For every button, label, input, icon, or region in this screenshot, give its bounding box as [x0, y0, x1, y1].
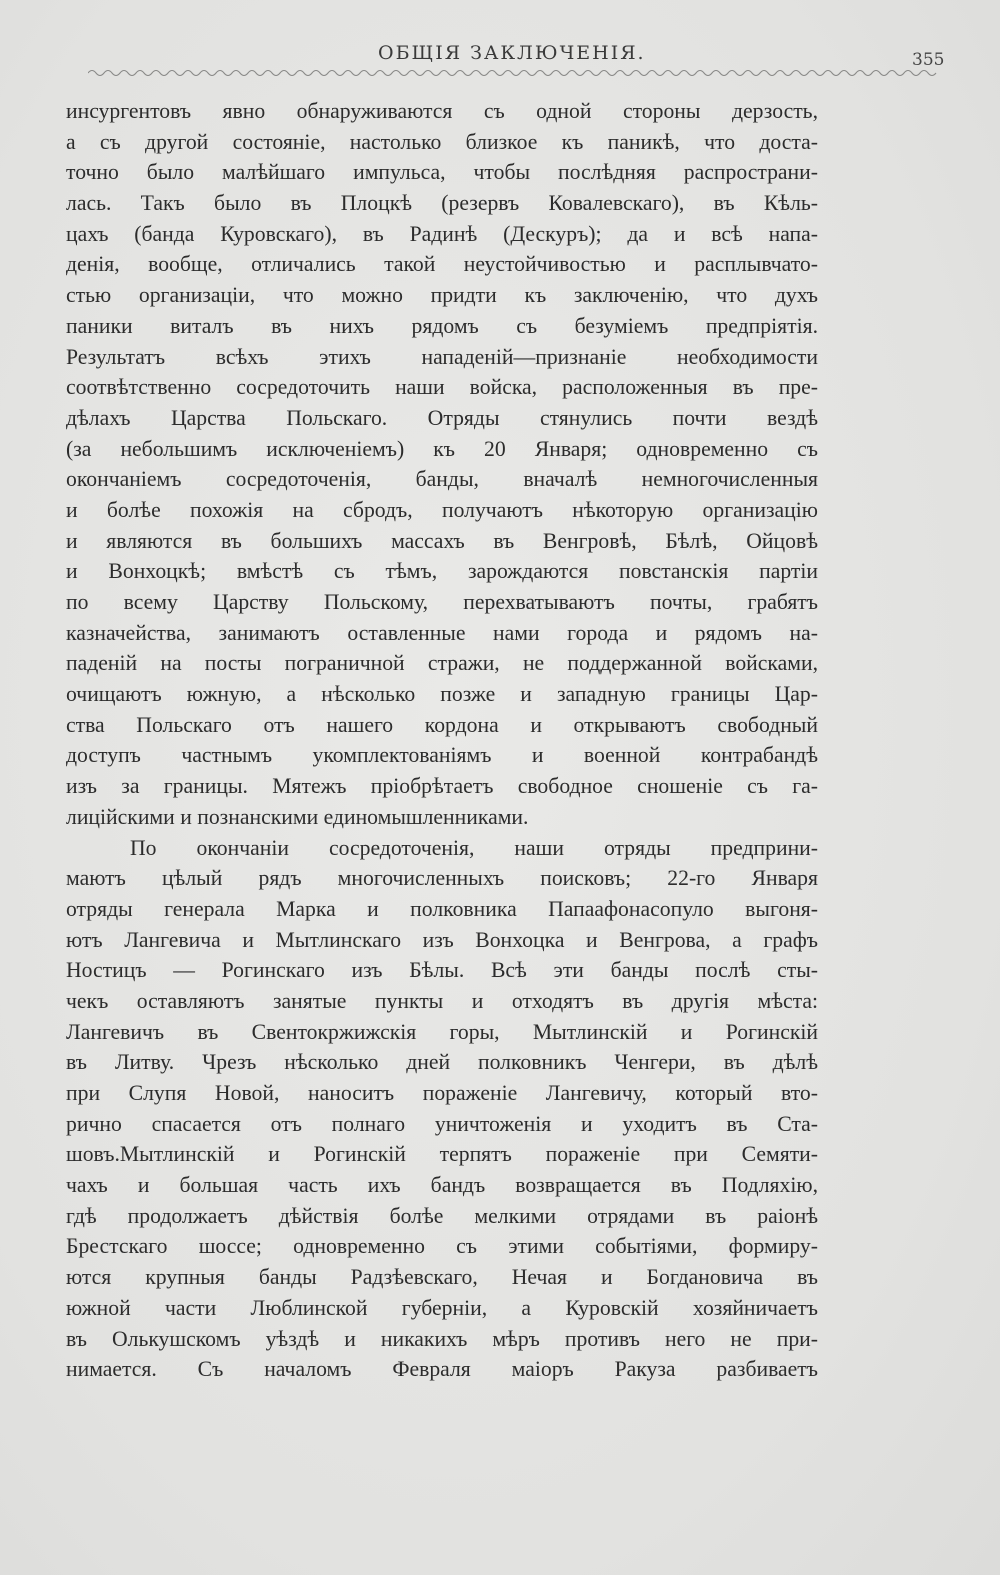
text-line: гдѣ продолжаетъ дѣйствія болѣе мелкими отрядами въ раіонѣ	[66, 1203, 818, 1228]
text-line: въ Олькушскомъ уѣздѣ и никакихъ мѣръ противъ него не при-	[66, 1326, 818, 1351]
text-line: казначейства, занимаютъ оставленные нами города и рядомъ на-	[66, 620, 818, 645]
text-line: маютъ цѣлый рядъ многочисленныхъ поисковъ; 22-го Января	[66, 866, 818, 891]
text-line: соотвѣтственно сосредоточить наши войска, расположенныя въ пре-	[66, 375, 818, 400]
text-line: точно было малѣйшаго импульса, чтобы послѣдняя распространи-	[66, 160, 818, 185]
text-line: южной части Люблинской губерніи, а Куровскій хозяйничаетъ	[66, 1295, 818, 1320]
text-line: окончаніемъ сосредоточенія, банды, вначалѣ немногочисленныя	[66, 467, 818, 492]
text-line: лицiйскими и познанскими единомышленниками.	[66, 804, 529, 829]
running-title: ОБЩІЯ ЗАКЛЮЧЕНІЯ.	[378, 42, 646, 64]
text-line: изъ за границы. Мятежъ пріобрѣтаетъ свободное сношеніе съ га-	[66, 774, 818, 799]
text-line: Ностицъ — Рогинскаго изъ Бѣлы. Всѣ эти банды послѣ сты-	[66, 958, 818, 983]
text-line: паники виталъ въ нихъ рядомъ съ безуміемъ предпріятія.	[66, 313, 818, 338]
paragraph-2	[66, 833, 818, 1385]
text-line: (за небольшимъ исключеніемъ) къ 20 Января; одновременно съ	[66, 436, 818, 461]
text-line: Лангевичъ въ Свентокржижскія горы, Мытлинскій и Рогинскій	[66, 1019, 818, 1044]
text-line: ства Польскаго отъ нашего кордона и открываютъ свободный	[66, 712, 818, 737]
text-line: нимается. Съ началомъ Февраля маіоръ Ракуза разбиваетъ	[66, 1357, 818, 1382]
text-line: доступъ частнымъ укомплектованіямъ и военной контрабандѣ	[66, 743, 818, 768]
text-line: чахъ и большая часть ихъ бандъ возвращается въ Подляхію,	[66, 1173, 818, 1198]
text-line: инсургентовъ явно обнаруживаются съ одной стороны дерзость,	[66, 99, 818, 123]
text-line: ются крупныя банды Радзѣевскаго, Нечая и Богдановича въ	[66, 1265, 818, 1290]
text-line: шовъ.Мытлинскій и Рогинскій терпятъ пораженіе при Семяти-	[66, 1142, 818, 1167]
text-line: денія, вообще, отличались такой неустойчивостью и расплывчато-	[66, 252, 818, 277]
text-line: ютъ Лангевича и Мытлинскаго изъ Вонхоцка и Венгрова, а графъ	[66, 927, 818, 952]
text-line: Результатъ всѣхъ этихъ нападеній—признаніе необходимости	[66, 344, 818, 369]
text-line: цахъ (банда Куровскаго), въ Радинѣ (Дескуръ); да и всѣ напа-	[66, 221, 818, 246]
text-line: при Слупя Новой, наноситъ пораженіе Лангевичу, который вто-	[66, 1081, 818, 1105]
paragraph-1	[66, 96, 818, 833]
text-line: лась. Такъ было въ Плоцкѣ (резервъ Ковалевскаго), въ Кѣль-	[66, 191, 818, 216]
text-line: очищаютъ южную, а нѣсколько позже и западную границы Цар-	[66, 682, 818, 707]
text-line: стью организаціи, что можно придти къ заключенію, что духъ	[66, 283, 818, 308]
page-number: 355	[912, 50, 945, 70]
text-line: дѣлахъ Царства Польскаго. Отряды стянулись почти вездѣ	[66, 405, 818, 430]
text-line: отряды генерала Марка и полковника Папаафонасопуло выгоня-	[66, 896, 818, 921]
text-line: рично спасается отъ полнаго уничтоженія и уходитъ въ Ста-	[66, 1111, 818, 1136]
text-line: и болѣе похожія на сбродъ, получаютъ нѣкоторую организацію	[66, 497, 818, 522]
text-line: по всему Царству Польскому, перехватываютъ почты, грабятъ	[66, 590, 818, 614]
text-line: и являются въ большихъ массахъ въ Венгровѣ, Бѣлѣ, Ойцовѣ	[66, 528, 818, 553]
text-line: и Вонхоцкѣ; вмѣстѣ съ тѣмъ, зарождаются повстанскія партіи	[66, 559, 818, 584]
text-line: Брестскаго шоссе; одновременно съ этими событіями, формиру-	[66, 1234, 818, 1259]
text-line: въ Литву. Чрезъ нѣсколько дней полковникъ Ченгери, въ дѣлѣ	[66, 1050, 818, 1075]
body-text	[66, 96, 818, 1385]
header-wavy-rule	[88, 66, 940, 80]
text-line: паденій на посты пограничной стражи, не поддержанной войсками,	[66, 651, 818, 676]
text-line: По окончаніи сосредоточенія, наши отряды предприни-	[130, 835, 818, 860]
text-line: а съ другой состояніе, настолько близкое къ паникѣ, что доста-	[66, 129, 818, 154]
text-line: чекъ оставляютъ занятые пункты и отходятъ въ другія мѣста:	[66, 988, 818, 1013]
